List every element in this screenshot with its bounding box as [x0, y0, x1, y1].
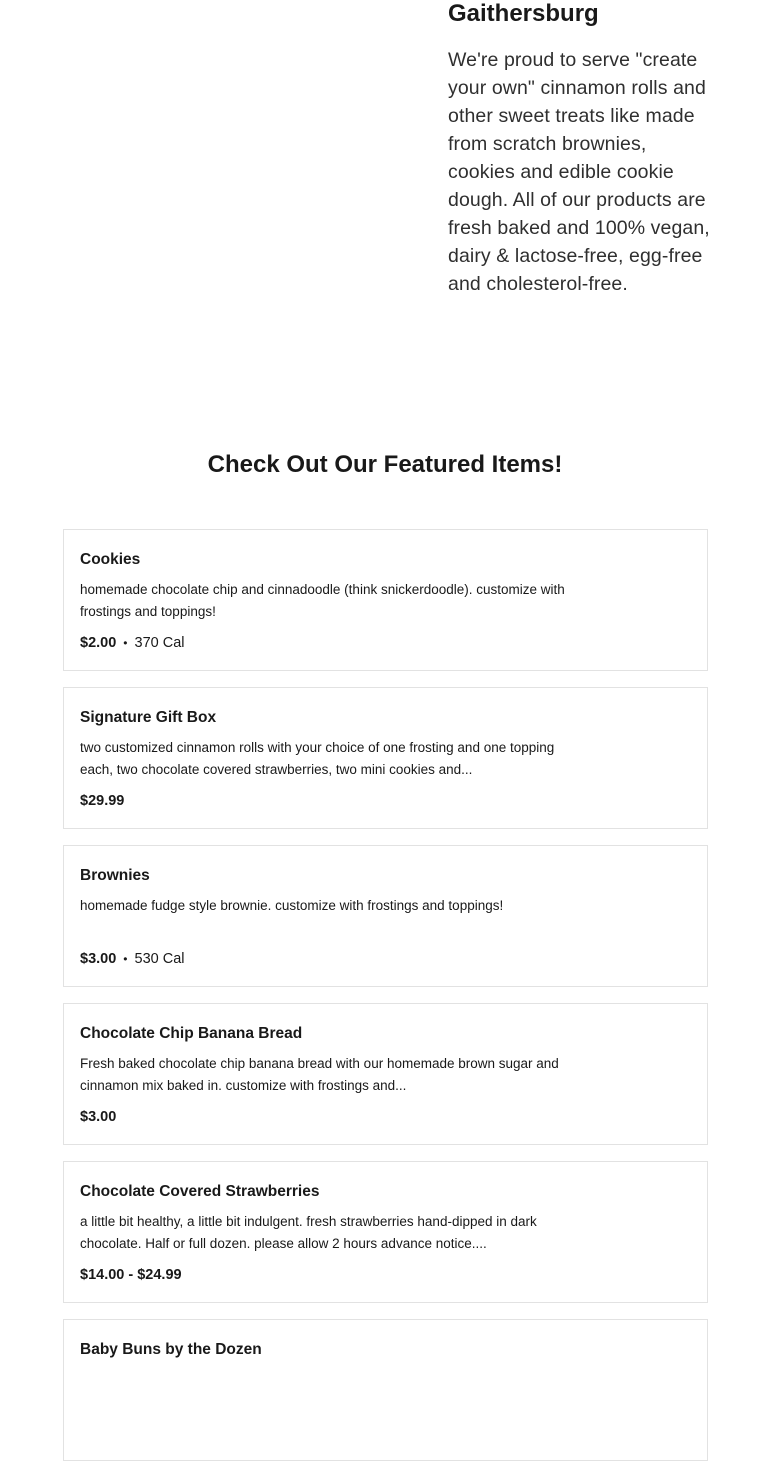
menu-item-price: $2.00 — [80, 635, 117, 651]
menu-item-price: $29.99 — [80, 793, 125, 809]
menu-item-name: Chocolate Covered Strawberries — [80, 1183, 320, 1200]
menu-item-meta — [80, 790, 691, 812]
separator-dot: • — [123, 952, 128, 966]
menu-item-card[interactable] — [63, 1319, 708, 1461]
menu-item-price: $3.00 — [80, 1109, 117, 1125]
featured-items-list — [63, 529, 708, 1477]
menu-item-price: $3.00 — [80, 951, 117, 967]
menu-item-description: two customized cinnamon rolls with your choice of one frosting and one topping each, two chocolate covered strawberries, two mini cookies and... — [80, 740, 555, 777]
store-description: We're proud to serve "create your own" cinnamon rolls and other sweet treats like made from scratch brownies, cookies and edible cookie dough. All of our products are fresh baked and 100% vegan, dairy & lactose-free, egg-free and cholesterol-free. — [448, 49, 710, 295]
menu-item-name: Baby Buns by the Dozen — [80, 1341, 262, 1358]
menu-item-calories: 530 Cal — [134, 951, 185, 967]
menu-item-meta — [80, 1264, 691, 1286]
menu-item-description: a little bit healthy, a little bit indulgent. fresh strawberries hand-dipped in dark chocolate. Half or full dozen. please allow 2 hours advance notice.... — [80, 1214, 537, 1251]
store-location-title: Gaithersburg — [448, 0, 599, 27]
separator-dot: • — [123, 636, 128, 650]
menu-item-card[interactable] — [63, 529, 708, 671]
store-intro — [448, 0, 710, 298]
menu-item-description: homemade fudge style brownie. customize with frostings and toppings! — [80, 898, 504, 913]
menu-item-meta — [80, 632, 691, 654]
menu-item-card[interactable] — [63, 687, 708, 829]
menu-item-description: Fresh baked chocolate chip banana bread with our homemade brown sugar and cinnamon mix baked in. customize with frostings and... — [80, 1056, 559, 1093]
menu-item-calories: 370 Cal — [134, 635, 185, 651]
menu-item-description: homemade chocolate chip and cinnadoodle (think snickerdoodle). customize with frostings and toppings! — [80, 582, 565, 619]
menu-item-card[interactable] — [63, 1161, 708, 1303]
menu-item-name: Signature Gift Box — [80, 709, 217, 726]
menu-item-name: Cookies — [80, 551, 141, 568]
menu-item-card[interactable] — [63, 1003, 708, 1145]
menu-item-meta — [80, 1106, 691, 1128]
menu-item-card[interactable] — [63, 845, 708, 987]
menu-item-name: Chocolate Chip Banana Bread — [80, 1025, 303, 1042]
menu-item-meta — [80, 948, 691, 970]
menu-item-name: Brownies — [80, 867, 150, 884]
menu-item-price: $14.00 - $24.99 — [80, 1267, 182, 1283]
featured-items-heading: Check Out Our Featured Items! — [207, 451, 563, 478]
